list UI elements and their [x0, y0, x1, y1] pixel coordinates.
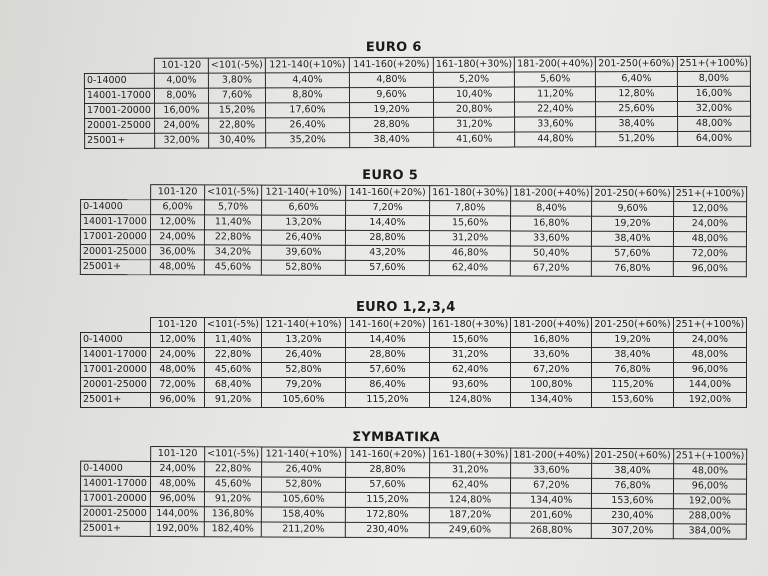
table-title: EURO 5	[362, 167, 419, 184]
rate-cell: 16,80%	[511, 333, 592, 348]
table-row	[80, 214, 746, 231]
rate-cell: 6,00%	[151, 200, 205, 215]
row-label: 20001-25000	[80, 244, 150, 259]
rate-cell: 48,00%	[673, 232, 747, 247]
rate-cell: 38,40%	[350, 132, 434, 147]
table-row	[81, 393, 747, 408]
rate-cell: 11,20%	[515, 87, 596, 102]
rate-cell: 134,40%	[511, 393, 592, 408]
rate-cell: 38,40%	[592, 348, 673, 363]
rate-cell: 7,20%	[346, 200, 430, 215]
rate-cell: 52,80%	[262, 477, 346, 492]
rate-cell: 57,60%	[346, 363, 430, 378]
rate-cell: 52,80%	[261, 260, 345, 275]
rate-cell: 44,80%	[515, 132, 596, 147]
rate-cell: 67,20%	[511, 363, 592, 378]
table-row	[81, 333, 747, 348]
column-header: 251+(+100%)	[673, 449, 747, 464]
rate-cell: 96,00%	[673, 363, 747, 378]
rate-cell: 41,60%	[434, 132, 515, 147]
rate-cell: 91,20%	[205, 393, 262, 408]
rate-cell: 7,60%	[208, 88, 265, 103]
rate-cell: 22,80%	[205, 348, 262, 363]
column-header: <101(-5%)	[208, 58, 265, 73]
rate-cell: 26,40%	[261, 230, 345, 245]
rate-cell: 230,40%	[592, 508, 673, 523]
rate-cell: 32,00%	[155, 133, 209, 148]
rate-cell: 26,40%	[266, 118, 350, 133]
rate-cell: 187,20%	[429, 508, 510, 523]
row-label: 17001-20000	[80, 491, 150, 506]
rate-cell: 7,80%	[430, 201, 511, 216]
column-header: 161-180(+30%)	[430, 448, 511, 463]
rate-cell: 67,20%	[511, 478, 592, 493]
rate-cell: 124,80%	[429, 493, 510, 508]
rate-cell: 33,60%	[511, 348, 592, 363]
row-label: 20001-25000	[80, 506, 150, 521]
rate-cell: 28,80%	[345, 230, 429, 245]
rate-cell: 17,60%	[266, 103, 350, 118]
rate-cell: 4,40%	[265, 73, 349, 88]
rate-cell: 5,20%	[433, 72, 514, 87]
rate-cell: 10,40%	[433, 87, 514, 102]
rate-cell: 52,80%	[262, 363, 346, 378]
rate-cell: 31,20%	[430, 463, 511, 478]
rate-cell: 25,60%	[596, 101, 677, 116]
rate-cell: 35,20%	[266, 133, 350, 148]
rate-cell: 45,60%	[204, 260, 261, 275]
rate-cell: 16,00%	[155, 103, 209, 118]
table-row	[81, 363, 747, 378]
rate-cell: 134,40%	[511, 493, 592, 508]
rate-cell: 15,60%	[430, 333, 511, 348]
rate-cell: 28,80%	[346, 348, 430, 363]
header-row	[81, 318, 747, 333]
rate-cell: 105,60%	[261, 492, 345, 507]
rate-cell: 57,60%	[346, 477, 430, 492]
rate-table	[80, 184, 748, 277]
rate-cell: 93,60%	[430, 378, 511, 393]
rate-cell: 36,00%	[150, 245, 204, 260]
rate-cell: 144,00%	[673, 378, 747, 393]
rate-cell: 24,00%	[673, 333, 747, 348]
row-label: 0-14000	[81, 461, 151, 476]
rate-cell: 11,40%	[205, 333, 262, 348]
rate-cell: 51,20%	[596, 131, 677, 146]
column-header: <101(-5%)	[205, 447, 262, 462]
rate-cell: 13,20%	[262, 333, 346, 348]
rate-cell: 182,40%	[204, 522, 261, 537]
rate-cell: 16,00%	[677, 86, 751, 101]
rate-cell: 8,00%	[677, 71, 751, 86]
column-header: <101(-5%)	[205, 185, 262, 200]
rate-table	[84, 56, 752, 149]
rate-cell: 5,70%	[205, 200, 262, 215]
rate-cell: 32,00%	[677, 101, 751, 116]
row-label: 14001-17000	[80, 214, 150, 229]
corner-cell	[81, 184, 151, 199]
rate-cell: 96,00%	[673, 479, 747, 494]
column-header: 181-200(+40%)	[511, 186, 592, 201]
rate-cell: 11,40%	[204, 215, 261, 230]
column-header: 141-160(+20%)	[346, 185, 430, 200]
column-header: 121-140(+10%)	[265, 58, 349, 73]
rate-cell: 91,20%	[204, 492, 261, 507]
rate-cell: 230,40%	[345, 522, 429, 537]
rate-section	[0, 39, 768, 147]
rate-cell: 211,20%	[261, 522, 345, 537]
rate-cell: 12,00%	[150, 215, 204, 230]
rate-cell: 79,20%	[262, 378, 346, 393]
row-label: 25001+	[80, 521, 150, 536]
rate-cell: 31,20%	[430, 348, 511, 363]
row-label: 17001-20000	[80, 229, 150, 244]
rate-cell: 6,40%	[596, 71, 677, 86]
column-header: <101(-5%)	[205, 318, 262, 333]
rate-cell: 46,80%	[429, 246, 510, 261]
rate-cell: 158,40%	[261, 507, 345, 522]
rate-cell: 22,80%	[204, 230, 261, 245]
rate-cell: 48,00%	[673, 348, 747, 363]
rate-cell: 62,40%	[430, 478, 511, 493]
rate-cell: 12,80%	[596, 86, 677, 101]
rate-cell: 28,80%	[346, 462, 430, 477]
rate-cell: 9,60%	[349, 87, 433, 102]
rate-cell: 31,20%	[429, 231, 510, 246]
rate-cell: 24,00%	[150, 230, 204, 245]
table-row	[84, 71, 750, 88]
rate-cell: 33,60%	[511, 463, 592, 478]
rate-cell: 62,40%	[430, 363, 511, 378]
rate-cell: 24,00%	[151, 348, 205, 363]
row-label: 14001-17000	[80, 476, 150, 491]
rate-cell: 38,40%	[592, 463, 673, 478]
rate-cell: 86,40%	[346, 378, 430, 393]
rate-cell: 192,00%	[673, 393, 747, 408]
rate-cell: 22,80%	[205, 462, 262, 477]
row-label: 17001-20000	[85, 103, 155, 118]
rate-cell: 68,40%	[205, 378, 262, 393]
rate-cell: 124,80%	[430, 393, 511, 408]
rate-cell: 14,40%	[346, 333, 430, 348]
column-header: 251+(+100%)	[677, 56, 751, 71]
rate-cell: 22,80%	[209, 118, 266, 133]
column-header: 161-180(+30%)	[433, 57, 514, 72]
table-row	[85, 131, 751, 148]
header-row	[81, 184, 747, 201]
rate-cell: 12,00%	[151, 333, 205, 348]
rate-cell: 57,60%	[592, 246, 673, 261]
rate-cell: 38,40%	[592, 231, 673, 246]
row-label: 0-14000	[81, 199, 151, 214]
rate-cell: 26,40%	[262, 462, 346, 477]
rate-cell: 28,80%	[350, 117, 434, 132]
row-label: 0-14000	[81, 333, 151, 348]
rate-cell: 43,20%	[345, 245, 429, 260]
row-label: 25001+	[80, 259, 150, 274]
rate-cell: 96,00%	[151, 393, 205, 408]
rate-cell: 20,80%	[434, 102, 515, 117]
rate-cell: 48,00%	[673, 464, 747, 479]
column-header: 251+(+100%)	[673, 318, 747, 333]
rate-cell: 62,40%	[429, 261, 510, 276]
rate-cell: 67,20%	[511, 261, 592, 276]
table-title: EURO 1,2,3,4	[356, 300, 456, 315]
column-header: 121-140(+10%)	[262, 185, 346, 200]
column-header: 201-250(+60%)	[592, 318, 673, 333]
column-header: 121-140(+10%)	[262, 447, 346, 462]
rate-cell: 4,00%	[154, 73, 208, 88]
rate-cell: 26,40%	[262, 348, 346, 363]
column-header: 201-250(+60%)	[592, 448, 673, 463]
column-header: 141-160(+20%)	[346, 447, 430, 462]
rate-cell: 19,20%	[592, 333, 673, 348]
rate-cell: 14,40%	[346, 215, 430, 230]
rate-cell: 115,20%	[346, 393, 430, 408]
rate-cell: 4,80%	[349, 72, 433, 87]
rate-cell: 144,00%	[150, 506, 204, 521]
table-title: ΣΥΜΒΑΤΙΚΑ	[352, 429, 441, 446]
table-row	[81, 199, 747, 216]
column-header: 141-160(+20%)	[349, 57, 433, 72]
table-title: EURO 6	[365, 39, 422, 56]
rate-cell: 268,80%	[510, 523, 591, 538]
column-header: 201-250(+60%)	[592, 186, 673, 201]
rate-cell: 96,00%	[673, 262, 747, 277]
rate-table	[80, 446, 748, 540]
rate-cell: 249,60%	[429, 523, 510, 538]
rate-cell: 76,80%	[592, 478, 673, 493]
header-row	[84, 56, 750, 73]
table-row	[80, 229, 746, 246]
column-header: 141-160(+20%)	[346, 318, 430, 333]
column-header: 121-140(+10%)	[262, 318, 346, 333]
rate-cell: 50,40%	[511, 246, 592, 261]
rate-cell: 115,20%	[345, 492, 429, 507]
rate-cell: 76,80%	[592, 261, 673, 276]
row-label: 17001-20000	[81, 363, 151, 378]
rate-cell: 96,00%	[150, 491, 204, 506]
table-row	[81, 378, 747, 393]
column-header: 181-200(+40%)	[515, 57, 596, 72]
rate-cell: 153,60%	[592, 393, 673, 408]
rate-cell: 16,80%	[511, 216, 592, 231]
rate-cell: 288,00%	[673, 509, 747, 524]
rate-cell: 22,40%	[515, 102, 596, 117]
row-label: 0-14000	[84, 73, 154, 88]
rate-cell: 115,20%	[592, 378, 673, 393]
rate-cell: 24,00%	[151, 461, 205, 476]
column-header: 161-180(+30%)	[430, 318, 511, 333]
rate-cell: 24,00%	[673, 217, 747, 232]
rate-cell: 38,40%	[596, 116, 677, 131]
rate-cell: 64,00%	[677, 131, 751, 146]
rate-cell: 136,80%	[204, 507, 261, 522]
rate-table	[80, 317, 747, 408]
corner-cell	[81, 318, 151, 333]
table-row	[80, 259, 746, 276]
rate-cell: 105,60%	[262, 393, 346, 408]
rate-cell: 201,60%	[511, 508, 592, 523]
row-label: 25001+	[85, 133, 155, 148]
table-row	[81, 348, 747, 363]
table-row	[80, 521, 746, 539]
rate-cell: 172,80%	[345, 507, 429, 522]
column-header: 181-200(+40%)	[511, 318, 592, 333]
column-header: 101-120	[154, 58, 208, 73]
rate-cell: 8,80%	[265, 88, 349, 103]
rate-cell: 192,00%	[673, 494, 747, 509]
rate-cell: 48,00%	[151, 363, 205, 378]
rate-cell: 72,00%	[151, 378, 205, 393]
rate-cell: 24,00%	[155, 118, 209, 133]
rate-cell: 33,60%	[515, 117, 596, 132]
row-label: 20001-25000	[81, 378, 151, 393]
rate-cell: 19,20%	[592, 216, 673, 231]
rate-cell: 30,40%	[209, 133, 266, 148]
rate-cell: 48,00%	[150, 476, 204, 491]
rate-cell: 8,40%	[511, 201, 592, 216]
rate-cell: 3,80%	[208, 73, 265, 88]
rate-cell: 45,60%	[204, 477, 261, 492]
rate-cell: 6,60%	[262, 200, 346, 215]
row-label: 25001+	[81, 393, 151, 408]
rate-cell: 76,80%	[592, 363, 673, 378]
rate-cell: 39,60%	[261, 245, 345, 260]
row-label: 20001-25000	[85, 118, 155, 133]
table-row	[84, 86, 750, 103]
rate-cell: 34,20%	[204, 245, 261, 260]
rate-cell: 13,20%	[262, 215, 346, 230]
row-label: 14001-17000	[84, 88, 154, 103]
rate-cell: 5,60%	[515, 72, 596, 87]
rate-cell: 57,60%	[345, 260, 429, 275]
rate-cell: 31,20%	[434, 117, 515, 132]
column-header: 181-200(+40%)	[511, 448, 592, 463]
table-row	[80, 244, 746, 261]
table-row	[85, 101, 751, 118]
rate-cell: 48,00%	[150, 260, 204, 275]
rate-section	[0, 167, 768, 275]
rate-cell: 15,60%	[430, 216, 511, 231]
rate-cell: 307,20%	[592, 523, 673, 538]
rate-cell: 33,60%	[511, 231, 592, 246]
rate-cell: 72,00%	[673, 247, 747, 262]
rate-section	[0, 428, 768, 537]
rate-cell: 384,00%	[673, 524, 747, 539]
rate-cell: 9,60%	[592, 201, 673, 216]
rate-cell: 48,00%	[677, 116, 751, 131]
column-header: 101-120	[151, 185, 205, 200]
rate-cell: 8,00%	[154, 88, 208, 103]
column-header: 101-120	[151, 446, 205, 461]
rate-cell: 100,80%	[511, 378, 592, 393]
column-header: 251+(+100%)	[673, 187, 747, 202]
rate-cell: 192,00%	[150, 521, 204, 536]
row-label: 14001-17000	[81, 348, 151, 363]
rate-cell: 153,60%	[592, 493, 673, 508]
column-header: 161-180(+30%)	[430, 186, 511, 201]
rate-cell: 45,60%	[205, 363, 262, 378]
rate-cell: 15,20%	[209, 103, 266, 118]
column-header: 101-120	[151, 318, 205, 333]
table-row	[85, 116, 751, 133]
corner-cell	[84, 58, 154, 73]
column-header: 201-250(+60%)	[596, 56, 677, 71]
rate-cell: 19,20%	[350, 102, 434, 117]
corner-cell	[81, 446, 151, 461]
rate-cell: 12,00%	[673, 202, 747, 217]
